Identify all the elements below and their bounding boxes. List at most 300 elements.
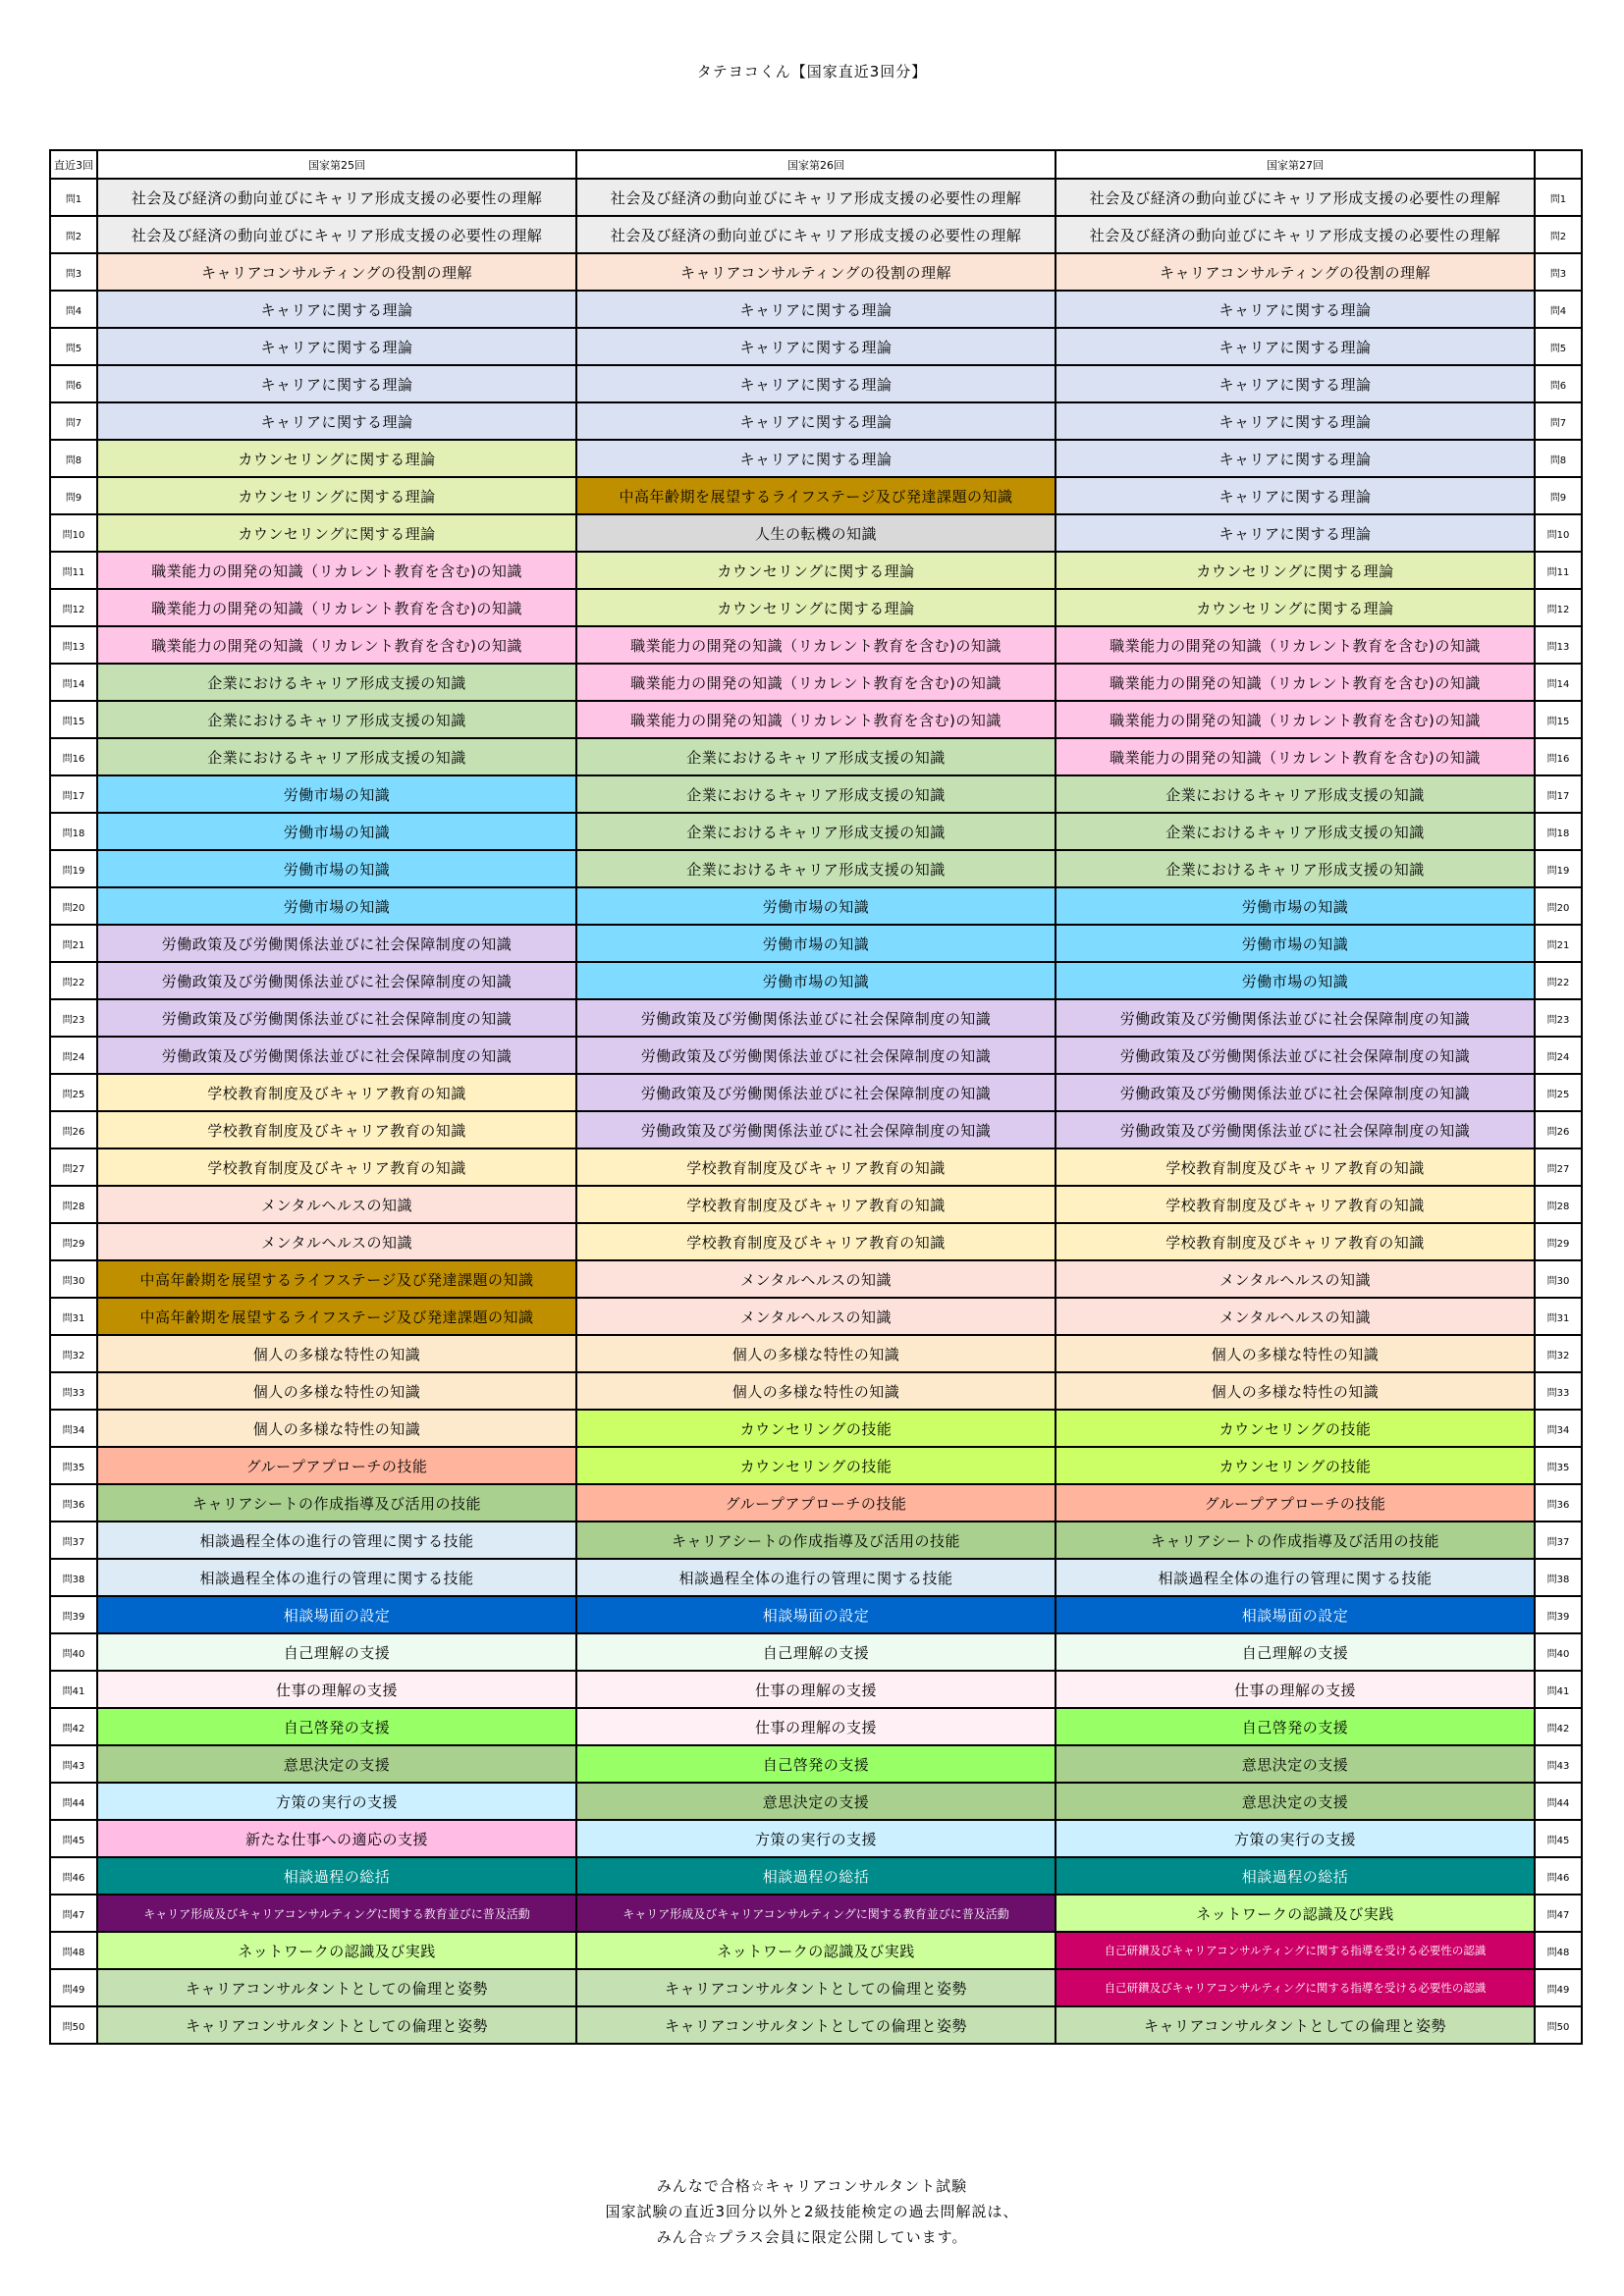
topic-cell: 個人の多様な特性の知識: [576, 1335, 1056, 1372]
question-number-right: 問19: [1535, 850, 1582, 887]
topic-cell: 学校教育制度及びキャリア教育の知識: [1056, 1223, 1535, 1260]
topic-cell: 個人の多様な特性の知識: [97, 1335, 576, 1372]
topic-cell: キャリアシートの作成指導及び活用の技能: [97, 1484, 576, 1522]
topic-cell: 職業能力の開発の知識（リカレント教育を含む)の知識: [1056, 701, 1535, 738]
table-row: [50, 850, 1582, 887]
question-number-right: 問26: [1535, 1111, 1582, 1148]
header-row: [50, 150, 1582, 179]
topic-cell: 労働政策及び労働関係法並びに社会保障制度の知識: [1056, 1111, 1535, 1148]
topic-cell: 職業能力の開発の知識（リカレント教育を含む)の知識: [1056, 664, 1535, 701]
topic-cell: 企業におけるキャリア形成支援の知識: [576, 775, 1056, 813]
topic-cell: 自己啓発の支援: [97, 1708, 576, 1745]
question-number-left: 問36: [50, 1484, 97, 1522]
topic-cell: 方策の実行の支援: [576, 1820, 1056, 1857]
topic-cell: 労働政策及び労働関係法並びに社会保障制度の知識: [576, 1111, 1056, 1148]
question-number-left: 問33: [50, 1372, 97, 1410]
question-number-left: 問22: [50, 962, 97, 999]
topic-cell: キャリアコンサルティングの役割の理解: [576, 253, 1056, 291]
footer-line: 国家試験の直近3回分以外と2級技能検定の過去問解説は、: [605, 2203, 1019, 2220]
topic-cell: 仕事の理解の支援: [576, 1708, 1056, 1745]
table-row: [50, 1447, 1582, 1484]
topic-cell: メンタルヘルスの知識: [97, 1186, 576, 1223]
topic-cell: 労働市場の知識: [97, 813, 576, 850]
topic-cell: グループアプローチの技能: [97, 1447, 576, 1484]
topic-cell: 企業におけるキャリア形成支援の知識: [1056, 775, 1535, 813]
question-number-left: 問11: [50, 552, 97, 589]
question-number-right: 問21: [1535, 925, 1582, 962]
topic-cell: 企業におけるキャリア形成支援の知識: [576, 813, 1056, 850]
topic-cell: 相談過程全体の進行の管理に関する技能: [1056, 1559, 1535, 1596]
table-row: [50, 701, 1582, 738]
question-number-left: 問47: [50, 1895, 97, 1932]
question-number-right: 問35: [1535, 1447, 1582, 1484]
topic-cell: グループアプローチの技能: [1056, 1484, 1535, 1522]
table-row: [50, 365, 1582, 402]
question-number-left: 問8: [50, 440, 97, 477]
question-number-right: 問34: [1535, 1410, 1582, 1447]
table-row: [50, 1186, 1582, 1223]
topic-cell: キャリアに関する理論: [97, 328, 576, 365]
question-number-right: 問43: [1535, 1745, 1582, 1783]
topic-cell: 職業能力の開発の知識（リカレント教育を含む)の知識: [97, 589, 576, 626]
topic-cell: キャリアに関する理論: [1056, 291, 1535, 328]
topic-cell: 労働市場の知識: [576, 962, 1056, 999]
question-number-left: 問39: [50, 1596, 97, 1633]
question-number-right: 問23: [1535, 999, 1582, 1037]
topic-cell: 自己理解の支援: [97, 1633, 576, 1671]
topic-cell: 学校教育制度及びキャリア教育の知識: [1056, 1148, 1535, 1186]
question-number-right: 問37: [1535, 1522, 1582, 1559]
table-row: [50, 1148, 1582, 1186]
topic-cell: 自己啓発の支援: [1056, 1708, 1535, 1745]
question-number-right: 問11: [1535, 552, 1582, 589]
topic-cell: 労働市場の知識: [1056, 962, 1535, 999]
topic-cell: 社会及び経済の動向並びにキャリア形成支援の必要性の理解: [576, 179, 1056, 216]
table-row: [50, 1596, 1582, 1633]
table-row: [50, 1559, 1582, 1596]
topic-cell: 労働市場の知識: [1056, 925, 1535, 962]
table-row: [50, 1969, 1582, 2006]
question-number-right: 問50: [1535, 2006, 1582, 2044]
question-number-left: 問23: [50, 999, 97, 1037]
question-number-left: 問7: [50, 402, 97, 440]
question-number-left: 問37: [50, 1522, 97, 1559]
question-number-right: 問32: [1535, 1335, 1582, 1372]
topic-cell: キャリアコンサルティングの役割の理解: [1056, 253, 1535, 291]
table-row: [50, 1372, 1582, 1410]
topic-cell: カウンセリングに関する理論: [1056, 552, 1535, 589]
topic-cell: キャリアに関する理論: [1056, 328, 1535, 365]
question-number-right: 問42: [1535, 1708, 1582, 1745]
table-row: [50, 664, 1582, 701]
question-number-left: 問14: [50, 664, 97, 701]
table-row: [50, 328, 1582, 365]
topic-cell: 職業能力の開発の知識（リカレント教育を含む)の知識: [576, 626, 1056, 664]
topic-cell: 学校教育制度及びキャリア教育の知識: [97, 1148, 576, 1186]
table-row: [50, 1633, 1582, 1671]
page-title: タテヨコくん【国家直近3回分】: [696, 63, 928, 80]
topic-cell: 労働市場の知識: [97, 850, 576, 887]
question-number-left: 問24: [50, 1037, 97, 1074]
table-row: [50, 1484, 1582, 1522]
table-row: [50, 738, 1582, 775]
topic-cell: 職業能力の開発の知識（リカレント教育を含む)の知識: [576, 701, 1056, 738]
table-row: [50, 402, 1582, 440]
question-number-right: 問49: [1535, 1969, 1582, 2006]
table-row: [50, 775, 1582, 813]
topic-cell: キャリアに関する理論: [1056, 402, 1535, 440]
table-row: [50, 552, 1582, 589]
topic-cell: 職業能力の開発の知識（リカレント教育を含む)の知識: [97, 552, 576, 589]
question-number-left: 問20: [50, 887, 97, 925]
question-number-right: 問29: [1535, 1223, 1582, 1260]
table-row: [50, 477, 1582, 514]
question-number-right: 問18: [1535, 813, 1582, 850]
question-number-right: 問36: [1535, 1484, 1582, 1522]
question-number-right: 問2: [1535, 216, 1582, 253]
topic-cell: 個人の多様な特性の知識: [576, 1372, 1056, 1410]
topic-cell: 労働政策及び労働関係法並びに社会保障制度の知識: [1056, 1037, 1535, 1074]
topic-cell: 労働政策及び労働関係法並びに社会保障制度の知識: [97, 999, 576, 1037]
table-row: [50, 1111, 1582, 1148]
question-number-right: 問6: [1535, 365, 1582, 402]
topic-cell: 自己啓発の支援: [576, 1745, 1056, 1783]
topic-cell: 新たな仕事への適応の支援: [97, 1820, 576, 1857]
topic-cell: メンタルヘルスの知識: [97, 1223, 576, 1260]
table-row: [50, 813, 1582, 850]
question-number-right: 問28: [1535, 1186, 1582, 1223]
topic-cell: キャリアに関する理論: [576, 402, 1056, 440]
question-number-left: 問5: [50, 328, 97, 365]
topic-cell: キャリア形成及びキャリアコンサルティングに関する教育並びに普及活動: [576, 1895, 1056, 1932]
topic-cell: 個人の多様な特性の知識: [1056, 1372, 1535, 1410]
table-row: [50, 925, 1582, 962]
question-number-right: 問8: [1535, 440, 1582, 477]
table-row: [50, 1037, 1582, 1074]
table-row: [50, 1857, 1582, 1895]
topic-cell: 社会及び経済の動向並びにキャリア形成支援の必要性の理解: [576, 216, 1056, 253]
table-row: [50, 887, 1582, 925]
topic-cell: ネットワークの認識及び実践: [1056, 1895, 1535, 1932]
question-number-left: 問32: [50, 1335, 97, 1372]
table-row: [50, 1745, 1582, 1783]
table-row: [50, 291, 1582, 328]
question-number-left: 問28: [50, 1186, 97, 1223]
table-row: [50, 253, 1582, 291]
table-body: [50, 179, 1582, 2044]
question-number-left: 問31: [50, 1298, 97, 1335]
topic-cell: 人生の転機の知識: [576, 514, 1056, 552]
footer-note: [0, 2173, 1624, 2250]
question-number-left: 問18: [50, 813, 97, 850]
topic-cell: カウンセリングに関する理論: [576, 589, 1056, 626]
topic-cell: メンタルヘルスの知識: [576, 1298, 1056, 1335]
question-number-left: 問35: [50, 1447, 97, 1484]
question-number-left: 問4: [50, 291, 97, 328]
topic-cell: 意思決定の支援: [1056, 1783, 1535, 1820]
topic-cell: キャリアに関する理論: [97, 365, 576, 402]
question-number-right: 問44: [1535, 1783, 1582, 1820]
topic-cell: 労働市場の知識: [97, 775, 576, 813]
topic-cell: メンタルヘルスの知識: [1056, 1298, 1535, 1335]
question-number-left: 問50: [50, 2006, 97, 2044]
question-number-right: 問25: [1535, 1074, 1582, 1111]
topic-cell: キャリアに関する理論: [576, 440, 1056, 477]
table-row: [50, 999, 1582, 1037]
table-row: [50, 514, 1582, 552]
table-row: [50, 1895, 1582, 1932]
topic-cell: キャリアシートの作成指導及び活用の技能: [576, 1522, 1056, 1559]
question-number-right: 問39: [1535, 1596, 1582, 1633]
topic-cell: 相談過程全体の進行の管理に関する技能: [97, 1559, 576, 1596]
topic-cell: キャリアコンサルタントとしての倫理と姿勢: [97, 2006, 576, 2044]
topic-cell: 社会及び経済の動向並びにキャリア形成支援の必要性の理解: [97, 216, 576, 253]
question-number-left: 問25: [50, 1074, 97, 1111]
question-number-right: 問15: [1535, 701, 1582, 738]
topic-cell: 学校教育制度及びキャリア教育の知識: [97, 1111, 576, 1148]
corner-header: 直近3回: [50, 150, 97, 179]
question-number-right: 問10: [1535, 514, 1582, 552]
question-number-right: 問12: [1535, 589, 1582, 626]
question-number-left: 問42: [50, 1708, 97, 1745]
topic-cell: カウンセリングの技能: [576, 1447, 1056, 1484]
topic-cell: 労働市場の知識: [576, 925, 1056, 962]
topic-cell: グループアプローチの技能: [576, 1484, 1056, 1522]
topic-cell: メンタルヘルスの知識: [1056, 1260, 1535, 1298]
topic-cell: 自己理解の支援: [576, 1633, 1056, 1671]
topic-cell: 相談場面の設定: [97, 1596, 576, 1633]
question-number-right: 問14: [1535, 664, 1582, 701]
question-number-left: 問2: [50, 216, 97, 253]
question-number-right: 問38: [1535, 1559, 1582, 1596]
topic-cell: 意思決定の支援: [1056, 1745, 1535, 1783]
question-number-right: 問4: [1535, 291, 1582, 328]
topic-cell: 学校教育制度及びキャリア教育の知識: [1056, 1186, 1535, 1223]
question-number-right: 問47: [1535, 1895, 1582, 1932]
topic-cell: 方策の実行の支援: [97, 1783, 576, 1820]
question-number-left: 問34: [50, 1410, 97, 1447]
topic-cell: キャリアコンサルタントとしての倫理と姿勢: [576, 1969, 1056, 2006]
table-row: [50, 1260, 1582, 1298]
topic-cell: 意思決定の支援: [97, 1745, 576, 1783]
topic-cell: 労働政策及び労働関係法並びに社会保障制度の知識: [1056, 1074, 1535, 1111]
table-row: [50, 1410, 1582, 1447]
topic-cell: 方策の実行の支援: [1056, 1820, 1535, 1857]
topic-cell: 労働市場の知識: [1056, 887, 1535, 925]
question-number-right: 問20: [1535, 887, 1582, 925]
question-number-left: 問29: [50, 1223, 97, 1260]
question-number-left: 問40: [50, 1633, 97, 1671]
topic-cell: カウンセリングに関する理論: [97, 477, 576, 514]
table-row: [50, 1298, 1582, 1335]
topic-cell: キャリアに関する理論: [576, 365, 1056, 402]
table-row: [50, 179, 1582, 216]
topic-cell: カウンセリングに関する理論: [1056, 589, 1535, 626]
table-row: [50, 2006, 1582, 2044]
topic-cell: 社会及び経済の動向並びにキャリア形成支援の必要性の理解: [97, 179, 576, 216]
topic-cell: カウンセリングに関する理論: [97, 514, 576, 552]
footer-line: みん合☆プラス会員に限定公開しています。: [656, 2228, 968, 2246]
topic-cell: 労働政策及び労働関係法並びに社会保障制度の知識: [97, 925, 576, 962]
topic-cell: キャリアコンサルタントとしての倫理と姿勢: [576, 2006, 1056, 2044]
topic-cell: 職業能力の開発の知識（リカレント教育を含む)の知識: [1056, 626, 1535, 664]
topic-cell: カウンセリングの技能: [1056, 1447, 1535, 1484]
table-row: [50, 1074, 1582, 1111]
table-row: [50, 1671, 1582, 1708]
table-row: [50, 440, 1582, 477]
question-number-right: 問40: [1535, 1633, 1582, 1671]
question-number-right: 問30: [1535, 1260, 1582, 1298]
topic-cell: キャリア形成及びキャリアコンサルティングに関する教育並びに普及活動: [97, 1895, 576, 1932]
table-row: [50, 1783, 1582, 1820]
topic-cell: カウンセリングに関する理論: [576, 552, 1056, 589]
question-number-left: 問17: [50, 775, 97, 813]
topic-cell: 意思決定の支援: [576, 1783, 1056, 1820]
question-number-right: 問27: [1535, 1148, 1582, 1186]
topic-cell: 相談場面の設定: [576, 1596, 1056, 1633]
question-number-left: 問16: [50, 738, 97, 775]
question-number-right: 問48: [1535, 1932, 1582, 1969]
topic-cell: 自己研鑽及びキャリアコンサルティングに関する指導を受ける必要性の認識: [1056, 1969, 1535, 2006]
topic-cell: 労働政策及び労働関係法並びに社会保障制度の知識: [1056, 999, 1535, 1037]
topic-cell: 労働政策及び労働関係法並びに社会保障制度の知識: [576, 999, 1056, 1037]
topic-cell: キャリアに関する理論: [1056, 440, 1535, 477]
topic-cell: キャリアに関する理論: [97, 402, 576, 440]
topic-cell: 労働政策及び労働関係法並びに社会保障制度の知識: [576, 1037, 1056, 1074]
question-number-left: 問46: [50, 1857, 97, 1895]
question-number-left: 問30: [50, 1260, 97, 1298]
topic-cell: 労働市場の知識: [97, 887, 576, 925]
topic-cell: キャリアコンサルタントとしての倫理と姿勢: [1056, 2006, 1535, 2044]
exam-header-26: 国家第26回: [576, 150, 1056, 179]
topic-cell: 企業におけるキャリア形成支援の知識: [97, 701, 576, 738]
topic-cell: 中高年齢期を展望するライフステージ及び発達課題の知識: [576, 477, 1056, 514]
question-number-left: 問10: [50, 514, 97, 552]
topic-cell: 個人の多様な特性の知識: [1056, 1335, 1535, 1372]
topic-cell: 労働政策及び労働関係法並びに社会保障制度の知識: [97, 1037, 576, 1074]
topic-cell: 中高年齢期を展望するライフステージ及び発達課題の知識: [97, 1260, 576, 1298]
question-number-right: 問9: [1535, 477, 1582, 514]
topic-cell: キャリアに関する理論: [97, 291, 576, 328]
topic-cell: 相談過程の総括: [1056, 1857, 1535, 1895]
table-row: [50, 1820, 1582, 1857]
right-header: [1535, 150, 1582, 179]
question-number-right: 問1: [1535, 179, 1582, 216]
topic-cell: 仕事の理解の支援: [97, 1671, 576, 1708]
topic-cell: 相談過程の総括: [97, 1857, 576, 1895]
topic-cell: 自己研鑽及びキャリアコンサルティングに関する指導を受ける必要性の認識: [1056, 1932, 1535, 1969]
topic-cell: 中高年齢期を展望するライフステージ及び発達課題の知識: [97, 1298, 576, 1335]
topic-cell: 社会及び経済の動向並びにキャリア形成支援の必要性の理解: [1056, 179, 1535, 216]
question-number-left: 問49: [50, 1969, 97, 2006]
question-number-left: 問19: [50, 850, 97, 887]
question-number-left: 問1: [50, 179, 97, 216]
question-number-left: 問13: [50, 626, 97, 664]
table-row: [50, 1335, 1582, 1372]
question-number-left: 問26: [50, 1111, 97, 1148]
topic-cell: キャリアシートの作成指導及び活用の技能: [1056, 1522, 1535, 1559]
question-number-right: 問45: [1535, 1820, 1582, 1857]
topic-cell: キャリアに関する理論: [1056, 477, 1535, 514]
topic-cell: 学校教育制度及びキャリア教育の知識: [576, 1148, 1056, 1186]
question-number-right: 問17: [1535, 775, 1582, 813]
topic-cell: 企業におけるキャリア形成支援の知識: [97, 738, 576, 775]
topic-cell: キャリアに関する理論: [576, 328, 1056, 365]
topic-cell: 企業におけるキャリア形成支援の知識: [576, 738, 1056, 775]
question-number-left: 問41: [50, 1671, 97, 1708]
question-number-right: 問24: [1535, 1037, 1582, 1074]
topic-cell: 学校教育制度及びキャリア教育の知識: [576, 1186, 1056, 1223]
topic-cell: ネットワークの認識及び実践: [97, 1932, 576, 1969]
topic-cell: 労働市場の知識: [576, 887, 1056, 925]
topic-cell: 企業におけるキャリア形成支援の知識: [97, 664, 576, 701]
topic-cell: 企業におけるキャリア形成支援の知識: [1056, 850, 1535, 887]
question-number-left: 問15: [50, 701, 97, 738]
topic-cell: 職業能力の開発の知識（リカレント教育を含む)の知識: [576, 664, 1056, 701]
topic-cell: 相談場面の設定: [1056, 1596, 1535, 1633]
question-number-right: 問13: [1535, 626, 1582, 664]
question-number-left: 問45: [50, 1820, 97, 1857]
table-row: [50, 589, 1582, 626]
topic-cell: 個人の多様な特性の知識: [97, 1372, 576, 1410]
topic-cell: 学校教育制度及びキャリア教育の知識: [576, 1223, 1056, 1260]
table-row: [50, 1223, 1582, 1260]
question-number-right: 問41: [1535, 1671, 1582, 1708]
topic-cell: カウンセリングの技能: [1056, 1410, 1535, 1447]
question-number-left: 問44: [50, 1783, 97, 1820]
question-number-left: 問48: [50, 1932, 97, 1969]
table-row: [50, 1708, 1582, 1745]
topic-cell: キャリアコンサルタントとしての倫理と姿勢: [97, 1969, 576, 2006]
question-number-left: 問38: [50, 1559, 97, 1596]
question-number-left: 問12: [50, 589, 97, 626]
topic-cell: 職業能力の開発の知識（リカレント教育を含む)の知識: [1056, 738, 1535, 775]
question-number-left: 問9: [50, 477, 97, 514]
question-number-left: 問3: [50, 253, 97, 291]
question-number-left: 問27: [50, 1148, 97, 1186]
topic-cell: キャリアに関する理論: [1056, 514, 1535, 552]
topic-cell: カウンセリングに関する理論: [97, 440, 576, 477]
question-number-right: 問5: [1535, 328, 1582, 365]
topic-cell: 企業におけるキャリア形成支援の知識: [1056, 813, 1535, 850]
question-number-left: 問43: [50, 1745, 97, 1783]
topic-cell: 自己理解の支援: [1056, 1633, 1535, 1671]
topic-cell: 労働政策及び労働関係法並びに社会保障制度の知識: [97, 962, 576, 999]
question-number-right: 問33: [1535, 1372, 1582, 1410]
question-number-right: 問31: [1535, 1298, 1582, 1335]
topic-cell: 相談過程の総括: [576, 1857, 1056, 1895]
table-row: [50, 1522, 1582, 1559]
topic-cell: メンタルヘルスの知識: [576, 1260, 1056, 1298]
question-number-right: 問46: [1535, 1857, 1582, 1895]
exam-header-25: 国家第25回: [97, 150, 576, 179]
topic-cell: 労働政策及び労働関係法並びに社会保障制度の知識: [576, 1074, 1056, 1111]
table-row: [50, 216, 1582, 253]
topic-cell: 企業におけるキャリア形成支援の知識: [576, 850, 1056, 887]
question-number-right: 問16: [1535, 738, 1582, 775]
question-number-right: 問3: [1535, 253, 1582, 291]
topic-cell: キャリアに関する理論: [576, 291, 1056, 328]
topic-cell: 仕事の理解の支援: [576, 1671, 1056, 1708]
topic-cell: キャリアに関する理論: [1056, 365, 1535, 402]
topic-cell: 相談過程全体の進行の管理に関する技能: [576, 1559, 1056, 1596]
topic-cell: 個人の多様な特性の知識: [97, 1410, 576, 1447]
table-row: [50, 626, 1582, 664]
topic-cell: カウンセリングの技能: [576, 1410, 1056, 1447]
topic-cell: キャリアコンサルティングの役割の理解: [97, 253, 576, 291]
topic-cell: ネットワークの認識及び実践: [576, 1932, 1056, 1969]
question-number-right: 問7: [1535, 402, 1582, 440]
